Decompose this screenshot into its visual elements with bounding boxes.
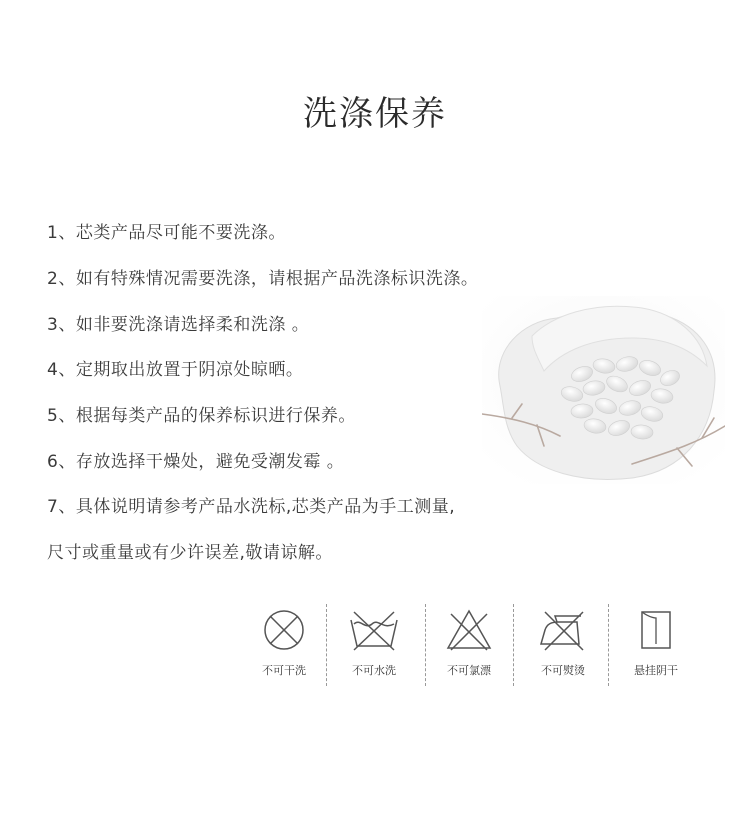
care-label-no-wash: 不可水洗	[352, 664, 396, 677]
page-title: 洗涤保养	[303, 94, 447, 134]
silk-cocoon-photo	[482, 296, 725, 484]
no-bleach-icon	[445, 608, 493, 652]
care-rule-2: 2、如有特殊情况需要洗涤，请根据产品洗涤标识洗涤。	[47, 269, 479, 289]
care-item-hang-dry	[611, 606, 701, 686]
care-label-no-dry-clean: 不可干洗	[262, 664, 306, 677]
care-rule-5: 5、根据每类产品的保养标识进行保养。	[47, 406, 356, 426]
care-rule-7-continued: 尺寸或重量或有少许误差,敬请谅解。	[47, 543, 333, 563]
care-item-no-iron	[518, 606, 608, 686]
icon-divider	[608, 604, 609, 686]
care-label-no-iron: 不可熨烫	[541, 664, 585, 677]
icon-divider	[513, 604, 514, 686]
no-wash-icon	[348, 608, 400, 652]
care-label-no-bleach: 不可氯漂	[447, 664, 491, 677]
care-item-no-dry-clean	[239, 606, 329, 686]
care-item-no-bleach	[424, 606, 514, 686]
care-item-no-wash	[329, 606, 419, 686]
icon-divider	[326, 604, 327, 686]
care-rule-4: 4、定期取出放置于阴凉处晾晒。	[47, 360, 304, 380]
care-label-hang-dry: 悬挂阴干	[634, 664, 678, 677]
no-dry-clean-icon	[262, 608, 306, 652]
care-rule-1: 1、芯类产品尽可能不要洗涤。	[47, 223, 286, 243]
care-rule-3: 3、如非要洗涤请选择柔和洗涤 。	[47, 315, 310, 335]
care-rule-7: 7、具体说明请参考产品水洗标,芯类产品为手工测量,	[47, 497, 456, 517]
care-rule-6: 6、存放选择干燥处，避免受潮发霉 。	[47, 452, 345, 472]
no-iron-icon	[537, 608, 589, 652]
hang-dry-icon	[634, 608, 678, 652]
